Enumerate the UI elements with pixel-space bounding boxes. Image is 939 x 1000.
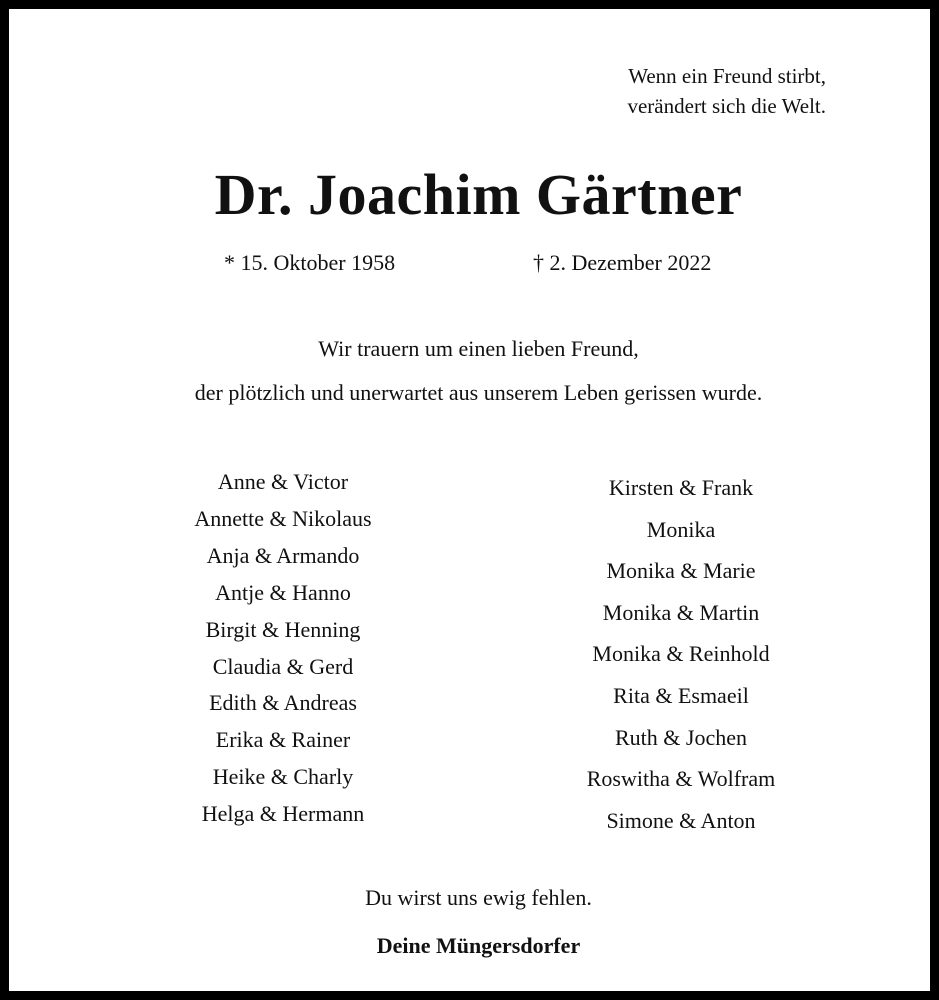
mourner-name: Kirsten & Frank <box>608 475 754 500</box>
deceased-name: Dr. Joachim Gärtner <box>214 162 743 227</box>
mourner-name: Heike & Charly <box>212 764 354 790</box>
mourner-name: Monika & Marie <box>606 558 756 584</box>
mourner-name: Monika & Martin <box>602 599 760 625</box>
mourner-name: Claudia & Gerd <box>212 653 354 679</box>
mourner-name: Helga & Hermann <box>201 801 365 827</box>
mourner-name: Ruth & Jochen <box>615 724 747 750</box>
signature: Deine Müngersdorfer <box>376 933 581 958</box>
mourner-name: Edith & Andreas <box>209 690 357 716</box>
mourning-text <box>9 327 939 415</box>
epigraph-line: verändert sich die Welt. <box>627 94 826 118</box>
mourner-name: Simone & Anton <box>606 807 756 833</box>
mourner-name: Annette & Nikolaus <box>194 505 372 531</box>
mourner-name: Rita & Esmaeil <box>613 682 749 708</box>
mourner-name: Monika <box>646 516 716 542</box>
mourners-right-column <box>555 467 807 841</box>
mourners-left-column <box>159 464 407 833</box>
death-date: † 2. Dezember 2022 <box>533 250 712 275</box>
epigraph-line: Wenn ein Freund stirbt, <box>628 64 826 88</box>
mourner-name: Roswitha & Wolfram <box>586 766 776 792</box>
birth-date: * 15. Oktober 1958 <box>224 250 396 275</box>
closing-line: Du wirst uns ewig fehlen. <box>365 885 592 910</box>
mourning-line: der plötzlich und unerwartet aus unserem Leben gerissen wurde. <box>194 380 763 405</box>
mourner-name: Monika & Reinhold <box>592 641 770 667</box>
mourner-name: Anja & Armando <box>206 542 360 568</box>
mourning-line: Wir trauern um einen lieben Freund, <box>318 336 639 361</box>
epigraph <box>627 61 826 121</box>
mourner-name: Anne & Victor <box>217 469 349 494</box>
mourner-name: Antje & Hanno <box>215 579 351 605</box>
mourner-name: Erika & Rainer <box>215 727 351 753</box>
mourner-name: Birgit & Henning <box>205 616 361 642</box>
